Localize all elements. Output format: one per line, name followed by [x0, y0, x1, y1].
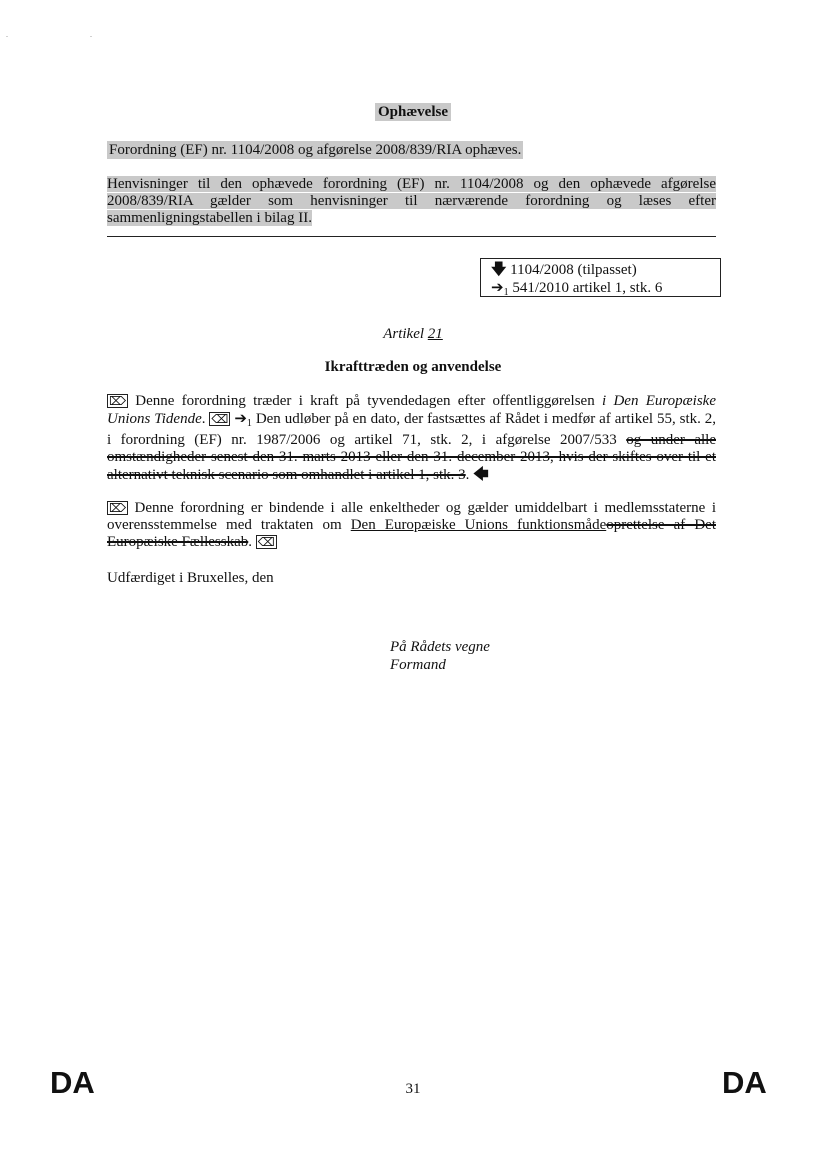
- reference-line-1: [491, 261, 720, 279]
- signature-line-1: På Rådets vegne: [390, 639, 490, 655]
- entry-struck-text: og under alle omstændigheder senest den 31. marts 2013 eller den 31. december 2013, hvis der skiftes over til et alternativt teknisk scenario som omhandlet i artikel 1, stk. 3: [107, 432, 716, 483]
- add-end-icon: ⌫: [211, 412, 229, 426]
- done-at: Udfærdiget i Bruxelles, den: [107, 570, 274, 586]
- entry-sub: 1: [246, 418, 252, 429]
- reference-line-2: [491, 279, 720, 301]
- binding-text-a: Denne forordning er bindende i alle enkeltheder og gælder umiddelbart i medlemsstaterne i overensstemmelse med traktaten om: [107, 500, 716, 533]
- repeal-paragraph: [107, 142, 523, 159]
- entry-into-force-paragraph: [107, 393, 716, 484]
- entry-text-c: Den udløber på en dato, der fastsættes af Rådet i medfør af artikel 55, stk. 2, i forordning (EF) nr. 1987/2006 og artikel 71, stk. 2, i afgørelse 2007/533: [107, 411, 717, 448]
- binding-inserted-text: Den Europæiske Unions funktionsmåde: [350, 517, 607, 533]
- binding-struck-text: oprettelse af Det Europæiske Fællesskab: [107, 517, 716, 550]
- language-code-left: DA: [50, 1065, 95, 1100]
- language-code-right: DA: [722, 1065, 767, 1100]
- entry-text-d: .: [465, 467, 470, 483]
- add-end-icon: ⌫: [257, 535, 275, 549]
- left-arrow-icon: 🡄: [473, 465, 489, 483]
- page-number: 31: [405, 1081, 421, 1097]
- article-label: [0, 326, 826, 343]
- binding-text-b: .: [248, 534, 252, 550]
- reference-line-2-sub: 1: [503, 287, 509, 298]
- right-arrow-icon: ➔: [234, 409, 247, 427]
- entry-text-b: .: [201, 411, 206, 427]
- article-prefix: Artikel: [383, 326, 428, 342]
- add-begin-icon: ⌦: [109, 394, 126, 408]
- binding-paragraph: [107, 500, 716, 551]
- signature-block: [390, 638, 490, 674]
- references-paragraph: [107, 176, 716, 227]
- entry-text-a: Denne forordning træder i kraft på tyvendedagen efter offentliggørelsen: [135, 393, 602, 409]
- reference-box: [480, 258, 721, 297]
- down-arrow-icon: 🡇: [491, 260, 507, 278]
- article-number: 21: [427, 326, 443, 342]
- reference-line-2-text: 541/2010 artikel 1, stk. 6: [512, 280, 663, 296]
- right-arrow-icon: ➔: [491, 278, 504, 296]
- divider-line: [107, 236, 716, 237]
- signature-line-2: Formand: [390, 657, 446, 673]
- references-text: Henvisninger til den ophævede forordning (EF) nr. 1104/2008 og den ophævede afgørelse 2008/839/RIA gælder som henvisninger til nærværende forordning og læses efter sammenligningstabellen i bilag II.: [107, 176, 716, 226]
- repeal-text: Forordning (EF) nr. 1104/2008 og afgørelse 2008/839/RIA ophæves.: [109, 142, 522, 158]
- entry-text-italic: i Den Europæiske Unions Tidende: [107, 393, 716, 427]
- section-heading-text: Ophævelse: [375, 103, 451, 121]
- add-begin-icon: ⌦: [109, 501, 126, 515]
- reference-line-1-text: 1104/2008 (tilpasset): [510, 262, 637, 278]
- scan-specks: . .: [6, 30, 132, 39]
- section-heading: [0, 104, 826, 121]
- article-title: Ikrafttræden og anvendelse: [324, 359, 502, 375]
